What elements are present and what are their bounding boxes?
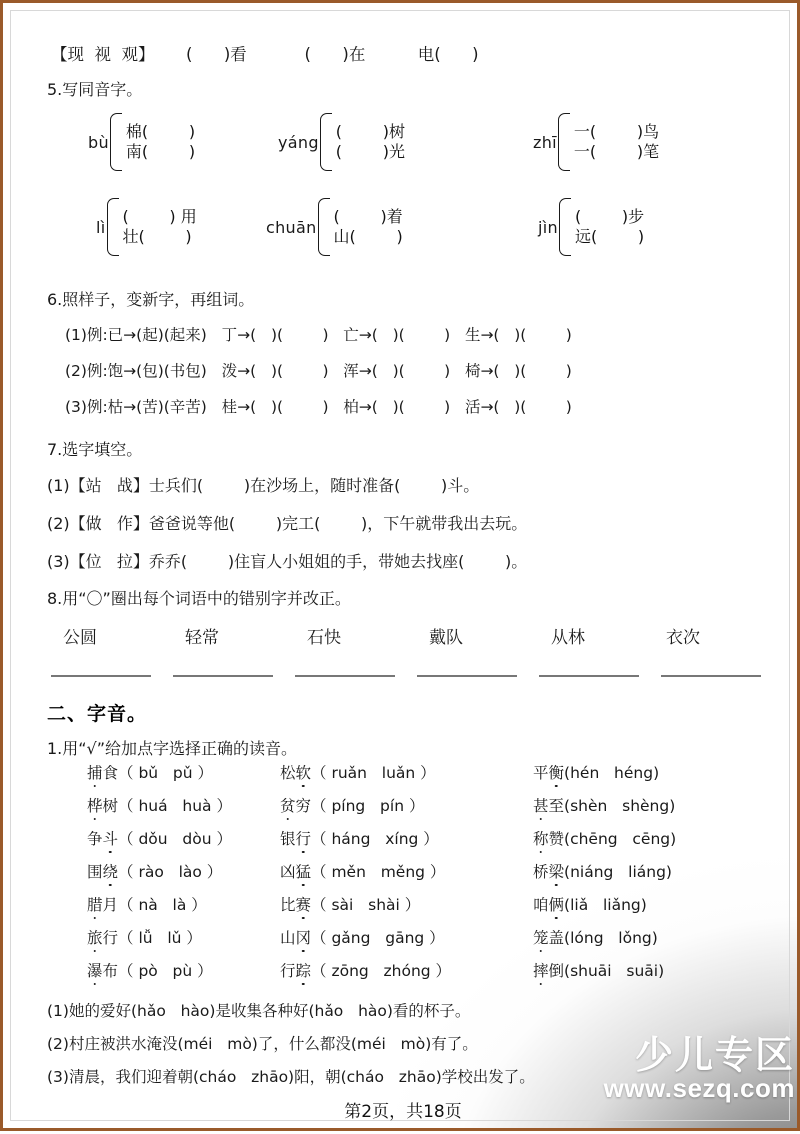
- ex8-answer-blank[interactable]: [417, 675, 517, 677]
- watermark-brand: 少儿专区: [634, 1033, 795, 1078]
- word-first: 桥: [533, 863, 549, 881]
- pinyin-cell[interactable]: [280, 959, 451, 981]
- dotted-char: 冈: [296, 926, 312, 948]
- pinyin-cell[interactable]: [280, 794, 424, 816]
- ex8-answer-blank[interactable]: [51, 675, 151, 677]
- ex5-item[interactable]: 壮( ): [122, 227, 192, 246]
- watermark: [603, 1033, 795, 1104]
- pinyin-cell[interactable]: [533, 959, 664, 981]
- ex5-item[interactable]: ( )着: [333, 207, 403, 226]
- pinyin-cell[interactable]: [533, 926, 658, 948]
- pinyin-cell[interactable]: [87, 761, 213, 783]
- pinyin-options: （ ruǎn luǎn ）: [311, 764, 436, 782]
- dotted-char: 绕: [103, 860, 119, 882]
- word-first: 山: [280, 929, 296, 947]
- ex8-word-1[interactable]: 公圆: [63, 628, 97, 648]
- pinyin-cell[interactable]: [533, 860, 672, 882]
- pinyin-cell[interactable]: [87, 926, 202, 948]
- ex8-answer-blank[interactable]: [661, 675, 761, 677]
- brace-icon: [107, 198, 119, 256]
- ex7-row-1[interactable]: (1)【站 战】士兵们( )在沙场上，随时准备( )斗。: [47, 476, 480, 495]
- dotted-char: 赛: [296, 893, 312, 915]
- pinyin-row: [3, 860, 800, 893]
- word-first: 咱: [533, 896, 549, 914]
- dotted-char: 摔: [533, 959, 549, 981]
- dotted-char: 贫: [280, 794, 296, 816]
- ex6-row-3[interactable]: (3)例:枯→(苦)(辛苦) 桂→( )( ) 柏→( )( ) 活→( )( ): [65, 398, 572, 416]
- word-rest: 穷: [295, 797, 312, 815]
- ex5-item[interactable]: ( ) 用: [122, 207, 197, 226]
- ex8-word-6[interactable]: 衣次: [666, 628, 700, 648]
- ex5-group-2: [278, 111, 405, 173]
- word-first: 松: [280, 764, 296, 782]
- word-rest: 食: [102, 764, 119, 782]
- ex8-word-3[interactable]: 石快: [307, 628, 341, 648]
- ex5-group-6: [538, 196, 644, 258]
- pinyin-choice-grid: [3, 761, 800, 992]
- dotted-char: 软: [296, 761, 312, 783]
- ex5-group-1-pinyin: bù: [88, 132, 109, 152]
- dotted-char: 笼: [533, 926, 549, 948]
- brace-icon: [110, 113, 122, 171]
- pinyin-options: （ dǒu dòu ）: [118, 830, 232, 848]
- pinyin-row: [3, 761, 800, 794]
- dotted-char: 俩: [549, 893, 565, 915]
- word-first: 比: [280, 896, 296, 914]
- ex8-answer-blank[interactable]: [295, 675, 395, 677]
- pinyin-cell[interactable]: [87, 860, 222, 882]
- ex5-item[interactable]: ( )光: [335, 142, 405, 161]
- ex5-item[interactable]: 南( ): [125, 142, 196, 161]
- dotted-char: 甚: [533, 794, 549, 816]
- pinyin-options: (hén héng): [564, 764, 660, 782]
- section2-sentence-1[interactable]: (1)她的爱好(hǎo hào)是收集各种好(hǎo hào)看的杯子。: [47, 1002, 471, 1020]
- section2-sentence-3[interactable]: (3)清晨，我们迎着朝(cháo zhāo)阳，朝(cháo zhāo)学校出发了。: [47, 1068, 535, 1086]
- pinyin-cell[interactable]: [87, 794, 232, 816]
- ex5-group-4-pinyin: lì: [96, 217, 106, 237]
- watermark-url: www.sezq.com: [603, 1073, 795, 1104]
- ex5-group-5-pinyin: chuān: [266, 217, 317, 237]
- dotted-char: 称: [533, 827, 549, 849]
- pinyin-row: [3, 794, 800, 827]
- ex5-group-3-pinyin: zhī: [533, 132, 557, 152]
- ex5-title: 5.写同音字。: [47, 80, 143, 99]
- ex5-group-3-items: [574, 122, 659, 162]
- pinyin-options: (niáng liáng): [564, 863, 672, 881]
- ex7-row-2[interactable]: (2)【做 作】爸爸说等他( )完工( )，下午就带我出去玩。: [47, 514, 528, 533]
- ex5-group-2-pinyin: yáng: [278, 132, 319, 152]
- ex5-group-5-items: [334, 207, 403, 247]
- dotted-char: 行: [296, 827, 312, 849]
- page-footer: 第2页，共18页: [344, 1102, 462, 1122]
- dotted-char: 衡: [549, 761, 565, 783]
- ex5-item[interactable]: 远( ): [574, 227, 645, 246]
- pinyin-options: (shuāi suāi): [564, 962, 665, 980]
- pinyin-cell[interactable]: [533, 827, 676, 849]
- word-rest: 布: [102, 962, 119, 980]
- section2-ex1-title: 1.用“√”给加点字选择正确的读音。: [47, 739, 298, 758]
- worksheet-content: [3, 3, 800, 1134]
- pinyin-options: （ rào lào ）: [118, 863, 223, 881]
- ex8-title: 8.用“〇”圈出每个词语中的错别字并改正。: [47, 589, 351, 608]
- pinyin-cell[interactable]: [280, 761, 436, 783]
- ex8-word-2[interactable]: 轻常: [185, 628, 219, 648]
- brace-icon: [318, 198, 330, 256]
- brace-icon: [559, 198, 571, 256]
- pinyin-cell[interactable]: [87, 959, 213, 981]
- pinyin-options: （ pò pù ）: [118, 962, 213, 980]
- word-first: 围: [87, 863, 103, 881]
- pinyin-cell[interactable]: [280, 827, 439, 849]
- pinyin-options: (liǎ liǎng): [564, 896, 647, 914]
- pinyin-row: [3, 959, 800, 992]
- pinyin-cell[interactable]: [533, 761, 659, 783]
- pinyin-options: （ huá huà ）: [118, 797, 232, 815]
- ex6-row-2[interactable]: (2)例:饱→(包)(书包) 泼→( )( ) 浑→( )( ) 椅→( )( ): [65, 362, 572, 380]
- pinyin-options: （ měn měng ）: [311, 863, 446, 881]
- pinyin-options: （ háng xíng ）: [311, 830, 439, 848]
- dotted-char: 瀑: [87, 959, 103, 981]
- ex8-word-4[interactable]: 戴队: [429, 628, 463, 648]
- pinyin-cell[interactable]: [533, 794, 675, 816]
- ex8-answer-blank[interactable]: [539, 675, 639, 677]
- section2-sentence-2[interactable]: (2)村庄被洪水淹没(méi mò)了，什么都没(méi mò)有了。: [47, 1035, 478, 1053]
- pinyin-options: （ lǚ lǔ ）: [118, 929, 202, 947]
- pinyin-options: (lóng lǒng): [564, 929, 658, 947]
- dotted-char: 踪: [296, 959, 312, 981]
- pinyin-row: [3, 893, 800, 926]
- pinyin-options: （ bǔ pǔ ）: [118, 764, 213, 782]
- ex7-row-3[interactable]: (3)【位 拉】乔乔( )住盲人小姐姐的手，带她去找座( )。: [47, 552, 528, 571]
- ex7-title: 7.选字填空。: [47, 440, 143, 459]
- ex5-group-5: [266, 196, 403, 258]
- pinyin-options: （ nà là ）: [118, 896, 207, 914]
- word-first: 争: [87, 830, 103, 848]
- ex5-group-1: [88, 111, 195, 173]
- ex6-title: 6.照样子，变新字，再组词。: [47, 290, 255, 309]
- word-rest: 倒: [548, 962, 565, 980]
- pinyin-cell[interactable]: [533, 893, 647, 915]
- ex5-group-4-items: [123, 207, 197, 247]
- brace-icon: [320, 113, 332, 171]
- pinyin-options: （ gǎng gāng ）: [311, 929, 445, 947]
- ex5-group-3: [533, 111, 659, 173]
- ex6-row-1[interactable]: (1)例:已→(起)(起来) 丁→( )( ) 亡→( )( ) 生→( )( ): [65, 326, 572, 344]
- pinyin-options: (shèn shèng): [564, 797, 676, 815]
- word-first: 行: [280, 962, 296, 980]
- ex5-item[interactable]: 一( )笔: [573, 142, 660, 161]
- ex5-item[interactable]: 山( ): [333, 227, 403, 246]
- ex5-item[interactable]: 一( )鸟: [573, 122, 660, 141]
- pinyin-options: （ píng pín ）: [311, 797, 425, 815]
- ex8-word-5[interactable]: 从林: [551, 628, 585, 648]
- dotted-char: 捕: [87, 761, 103, 783]
- word-first: 平: [533, 764, 549, 782]
- brace-icon: [558, 113, 570, 171]
- word-rest: 树: [102, 797, 119, 815]
- pinyin-cell[interactable]: [280, 926, 445, 948]
- pinyin-cell[interactable]: [280, 893, 420, 915]
- ex5-item[interactable]: 棉( ): [125, 122, 196, 141]
- dotted-char: 旅: [87, 926, 103, 948]
- pinyin-options: （ zōng zhóng ）: [311, 962, 452, 980]
- ex5-group-4: [96, 196, 197, 258]
- ex5-group-6-pinyin: jìn: [538, 217, 558, 237]
- pinyin-cell[interactable]: [87, 893, 207, 915]
- top-continuation-line: 【现 视 观】 ( )看 ( )在 电( ): [51, 45, 479, 64]
- word-rest: 月: [102, 896, 119, 914]
- ex5-group-2-items: [336, 122, 405, 162]
- word-first: 银: [280, 830, 296, 848]
- dotted-char: 斗: [103, 827, 119, 849]
- word-rest: 赞: [548, 830, 565, 848]
- pinyin-cell[interactable]: [87, 827, 232, 849]
- section-2-heading: 二、字音。: [47, 703, 148, 725]
- dotted-char: 腊: [87, 893, 103, 915]
- ex5-group-6-items: [575, 207, 644, 247]
- word-rest: 盖: [548, 929, 565, 947]
- ex5-item[interactable]: ( )树: [335, 122, 405, 141]
- pinyin-row: [3, 827, 800, 860]
- ex5-group-1-items: [126, 122, 195, 162]
- dotted-char: 猛: [296, 860, 312, 882]
- word-first: 凶: [280, 863, 296, 881]
- word-rest: 至: [548, 797, 565, 815]
- dotted-char: 桦: [87, 794, 103, 816]
- ex8-answer-blank[interactable]: [173, 675, 273, 677]
- pinyin-options: (chēng cēng): [564, 830, 677, 848]
- word-rest: 行: [102, 929, 119, 947]
- pinyin-options: （ sài shài ）: [311, 896, 421, 914]
- ex5-item[interactable]: ( )步: [574, 207, 645, 226]
- pinyin-row: [3, 926, 800, 959]
- dotted-char: 梁: [549, 860, 565, 882]
- pinyin-cell[interactable]: [280, 860, 445, 882]
